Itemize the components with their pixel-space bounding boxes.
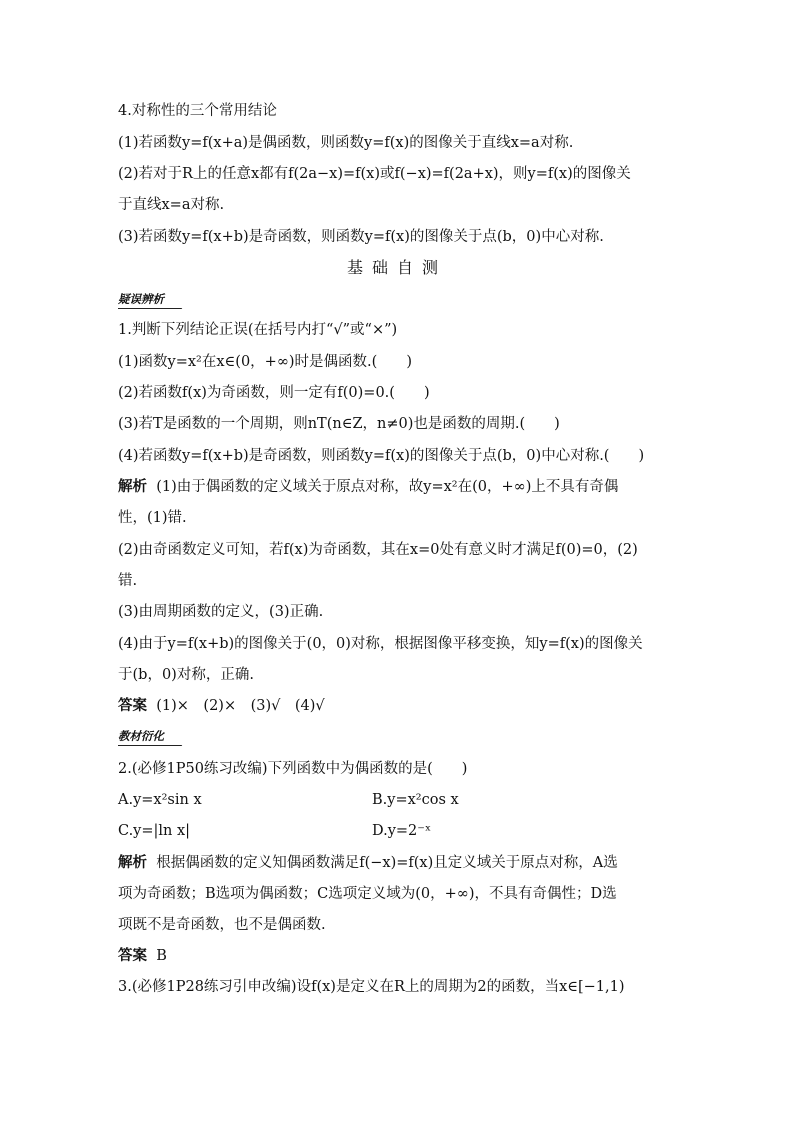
answer-label: 答案: [118, 947, 147, 964]
q1-analysis-2b: 错.: [118, 573, 138, 589]
self-test-heading: 基础自测: [346, 258, 447, 277]
tag-underline-2: [118, 745, 176, 746]
tag-error-analysis: 疑误辨析: [118, 292, 164, 306]
q2-option-b: B.y=x²cos x: [372, 792, 459, 808]
tag-tick-1: [174, 302, 187, 309]
q1-part4: (4)若函数y=f(x+b)是奇函数，则函数y=f(x)的图像关于点(b，0)中心对称.( ): [118, 448, 645, 464]
q1-analysis-1b: 性，(1)错.: [118, 510, 187, 526]
q1-part1: (1)函数y=x²在x∈(0，+∞)时是偶函数.( ): [118, 354, 412, 370]
analysis-label: 解析: [118, 478, 147, 495]
section4-item3: (3)若函数y=f(x+b)是奇函数，则函数y=f(x)的图像关于点(b，0)中心对称.: [118, 229, 604, 245]
q2-stem: 2.(必修1P50练习改编)下列函数中为偶函数的是( ): [118, 761, 468, 777]
q2-analysis-1: 根据偶函数的定义知偶函数满足f(−x)=f(x)且定义域关于原点对称，A选: [156, 855, 618, 871]
section4-item2-line2: 于直线x=a对称.: [118, 197, 225, 213]
section4-item2-line1: (2)若对于R上的任意x都有f(2a−x)=f(x)或f(−x)=f(2a+x)，则y=f(x)的图像关: [118, 166, 631, 182]
answer-label: 答案: [118, 697, 147, 714]
q2-option-a: A.y=x²sin x: [118, 792, 202, 808]
q1-analysis-3: (3)由周期函数的定义，(3)正确.: [118, 604, 324, 620]
tag-textbook-derivation: 教材衍化: [118, 729, 164, 743]
q2-analysis-2: 项为奇函数；B选项为偶函数；C选项定义域为(0，+∞)，不具有奇偶性；D选: [118, 886, 617, 902]
tag-underline-1: [118, 308, 176, 309]
q2-answer: [118, 946, 167, 966]
q1-answer: [118, 696, 325, 716]
q2-option-c: C.y=|ln x|: [118, 823, 191, 839]
q2-analysis-3: 项既不是奇函数，也不是偶函数.: [118, 917, 326, 933]
q1-part2: (2)若函数f(x)为奇函数，则一定有f(0)=0.( ): [118, 385, 430, 401]
q1-part3: (3)若T是函数的一个周期，则nT(n∈Z，n≠0)也是函数的周期.( ): [118, 416, 560, 432]
q1-analysis-4a: (4)由于y=f(x+b)的图像关于(0，0)对称，根据图像平移变换，知y=f(x)的图像关: [118, 636, 643, 652]
q3-stem: 3.(必修1P28练习引申改编)设f(x)是定义在R上的周期为2的函数，当x∈[−1,1): [118, 979, 625, 995]
q1-analysis-1a: (1)由于偶函数的定义域关于原点对称，故y=x²在(0，+∞)上不具有奇偶: [156, 479, 619, 495]
q2-answer-value: B: [156, 948, 167, 964]
analysis-label: 解析: [118, 854, 147, 871]
tag-tick-2: [174, 739, 187, 746]
q1-stem: 1.判断下列结论正误(在括号内打“√”或“×”): [118, 322, 398, 338]
q2-analysis-line1: [118, 853, 618, 873]
q2-option-d: D.y=2⁻ˣ: [372, 823, 432, 839]
section4-item1: (1)若函数y=f(x+a)是偶函数，则函数y=f(x)的图像关于直线x=a对称.: [118, 135, 574, 151]
q1-analysis-4b: 于(b，0)对称，正确.: [118, 667, 254, 683]
q1-analysis-2a: (2)由奇函数定义可知，若f(x)为奇函数，其在x=0处有意义时才满足f(0)=0，(2): [118, 542, 638, 558]
q1-answer-value: (1)× (2)× (3)√ (4)√: [156, 698, 325, 714]
q1-analysis-line1: [118, 477, 618, 497]
section4-title: 4.对称性的三个常用结论: [118, 103, 277, 119]
